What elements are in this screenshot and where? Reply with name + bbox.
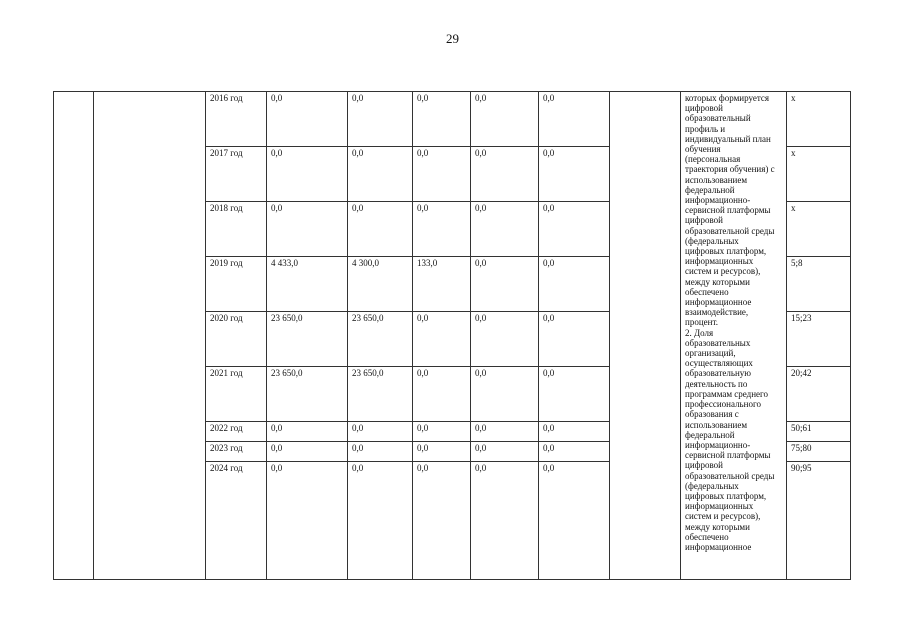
federal-budget-cell: 0,0 [348, 147, 413, 202]
federal-budget-cell: 0,0 [348, 442, 413, 462]
other-sources-cell: 0,0 [539, 147, 610, 202]
regional-budget-cell: 133,0 [413, 257, 471, 312]
year-cell: 2019 год [206, 257, 267, 312]
regional-budget-cell: 0,0 [413, 92, 471, 147]
year-cell: 2017 год [206, 147, 267, 202]
total-cell: 23 650,0 [267, 367, 348, 422]
regional-budget-cell: 0,0 [413, 422, 471, 442]
table-row [54, 92, 851, 147]
budget-table [53, 91, 851, 580]
regional-budget-cell: 0,0 [413, 312, 471, 367]
other-sources-cell: 0,0 [539, 92, 610, 147]
target-value-cell: 5;8 [787, 257, 851, 312]
total-cell: 4 433,0 [267, 257, 348, 312]
total-cell: 0,0 [267, 442, 348, 462]
year-cell: 2016 год [206, 92, 267, 147]
local-budget-cell: 0,0 [471, 462, 539, 580]
other-sources-cell: 0,0 [539, 202, 610, 257]
year-cell: 2023 год [206, 442, 267, 462]
target-value-cell: х [787, 92, 851, 147]
year-cell: 2024 год [206, 462, 267, 580]
other-sources-cell: 0,0 [539, 312, 610, 367]
federal-budget-cell: 0,0 [348, 202, 413, 257]
total-cell: 0,0 [267, 462, 348, 580]
federal-budget-cell: 4 300,0 [348, 257, 413, 312]
page-number: 29 [446, 31, 459, 46]
year-cell: 2022 год [206, 422, 267, 442]
indicator-text: которых формируется цифровой образовательный профиль и индивидуальный план обучения (персональная траектория обучения) с использованием федеральной информационно- сервисной платформы цифровой образовательной среды (федеральных цифровых платформ, информационных систем и ресурсов), между которыми обеспечено информационное взаимодействие, процент. 2. Доля образовательных организаций, осуществляющих образовательную деятельность по программам среднего профессионального образования с использованием федеральной информационно- сервисной платформы цифровой образовательной среды (федеральных цифровых платформ, информационных систем и ресурсов), между которыми обеспечено информационное [685, 93, 775, 552]
other-sources-cell: 0,0 [539, 462, 610, 580]
target-value-cell: 15;23 [787, 312, 851, 367]
federal-budget-cell: 23 650,0 [348, 312, 413, 367]
local-budget-cell: 0,0 [471, 92, 539, 147]
empty-executor-cell [610, 92, 681, 580]
federal-budget-cell: 23 650,0 [348, 367, 413, 422]
target-value-cell: х [787, 202, 851, 257]
local-budget-cell: 0,0 [471, 312, 539, 367]
federal-budget-cell: 0,0 [348, 462, 413, 580]
local-budget-cell: 0,0 [471, 367, 539, 422]
regional-budget-cell: 0,0 [413, 442, 471, 462]
local-budget-cell: 0,0 [471, 147, 539, 202]
federal-budget-cell: 0,0 [348, 422, 413, 442]
target-value-cell: 75;80 [787, 442, 851, 462]
local-budget-cell: 0,0 [471, 202, 539, 257]
regional-budget-cell: 0,0 [413, 147, 471, 202]
regional-budget-cell: 0,0 [413, 462, 471, 580]
year-cell: 2021 год [206, 367, 267, 422]
year-cell: 2018 год [206, 202, 267, 257]
empty-number-cell [54, 92, 94, 580]
regional-budget-cell: 0,0 [413, 367, 471, 422]
other-sources-cell: 0,0 [539, 367, 610, 422]
target-value-cell: 20;42 [787, 367, 851, 422]
total-cell: 0,0 [267, 147, 348, 202]
year-cell: 2020 год [206, 312, 267, 367]
local-budget-cell: 0,0 [471, 257, 539, 312]
other-sources-cell: 0,0 [539, 442, 610, 462]
target-value-cell: 50;61 [787, 422, 851, 442]
local-budget-cell: 0,0 [471, 442, 539, 462]
local-budget-cell: 0,0 [471, 422, 539, 442]
total-cell: 0,0 [267, 422, 348, 442]
regional-budget-cell: 0,0 [413, 202, 471, 257]
federal-budget-cell: 0,0 [348, 92, 413, 147]
target-value-cell: 90;95 [787, 462, 851, 580]
other-sources-cell: 0,0 [539, 257, 610, 312]
total-cell: 23 650,0 [267, 312, 348, 367]
indicator-cell [681, 92, 787, 580]
empty-name-cell [94, 92, 206, 580]
total-cell: 0,0 [267, 202, 348, 257]
target-value-cell: х [787, 147, 851, 202]
other-sources-cell: 0,0 [539, 422, 610, 442]
total-cell: 0,0 [267, 92, 348, 147]
